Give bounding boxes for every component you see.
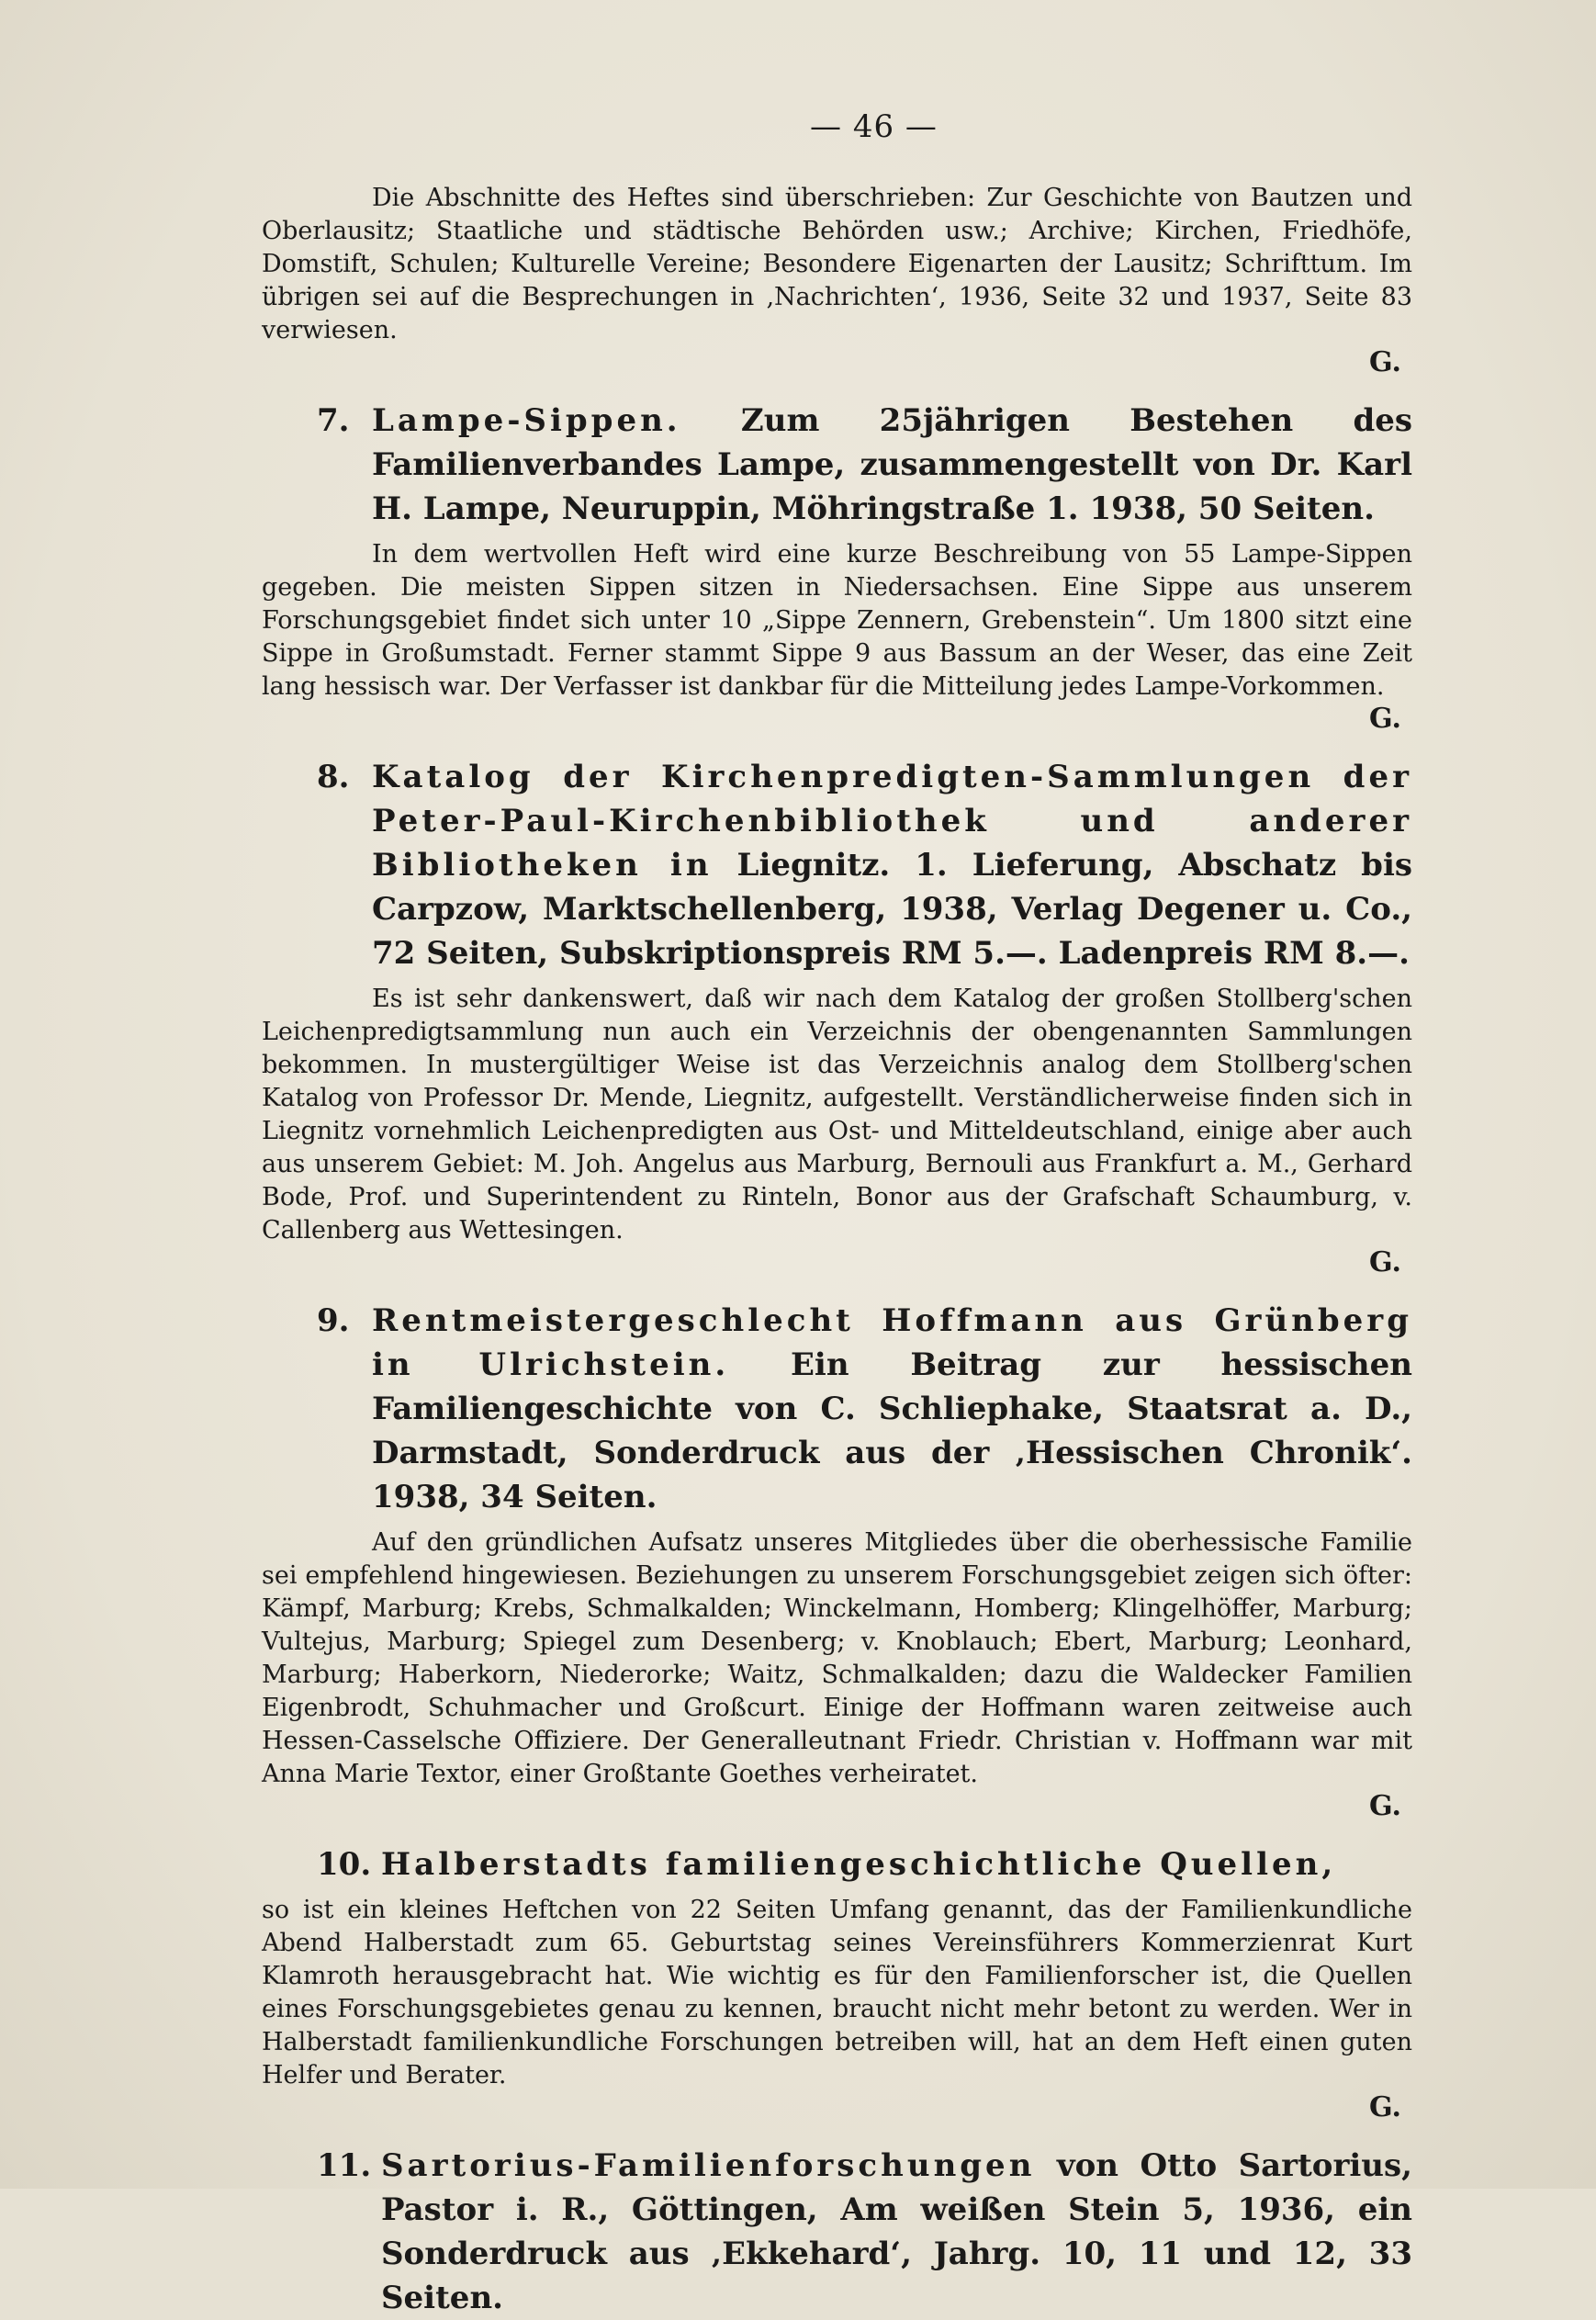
entry-11-title-spaced: Sartorius-Familienforschungen (381, 2147, 1036, 2184)
entry-7-signature: G. (1369, 703, 1401, 735)
entry-11-number: 11. (317, 2147, 372, 2184)
entry-7-heading (317, 399, 1412, 531)
entry-10-heading (317, 1842, 1412, 1886)
entry-10-number: 10. (317, 1846, 372, 1883)
entry-8-signature: G. (1369, 1246, 1401, 1278)
entry-7-title (372, 399, 1412, 531)
entry-7-body: In dem wertvollen Heft wird eine kurze Beschreibung von 55 Lampe-Sippen gegeben. Die meisten Sippen sitzen in Niedersachsen. Eine Sippe aus unserem Forschungsgebiet findet sich unter 10 „Sippe Zennern, Grebenstein“. Um 1800 sitzt eine Sippe in Großumstadt. Ferner stammt Sippe 9 aus Bassum an der Weser, das eine Zeit lang hessisch war. Der Verfasser ist dankbar für die Mitteilung jedes Lampe-Vorkommen. (262, 540, 1412, 701)
entry-8-body: Es ist sehr dankenswert, daß wir nach dem Katalog der großen Stollberg'schen Leichenpredigtsammlung nun auch ein Verzeichnis der obengenannten Sammlungen bekommen. In mustergültiger Weise ist das Verzeichnis analog dem Stollberg'schen Katalog von Professor Dr. Mende, Liegnitz, aufgestellt. Verständlicherweise finden sich in Liegnitz vornehmlich Leichenpredigten aus Ost- und Mitteldeutschland, einige aber auch aus unserem Gebiet: M. Joh. Angelus aus Marburg, Bernouli aus Frankfurt a. M., Gerhard Bode, Prof. und Superintendent zu Rinteln, Bonor aus der Grafschaft Schaumburg, v. Callenberg aus Wettesingen. (262, 985, 1412, 1244)
entry-10-title (381, 1842, 1412, 1886)
entry-9-heading (317, 1299, 1412, 1519)
entry-11-title (381, 2144, 1412, 2320)
entry-9-body: Auf den gründlichen Aufsatz unseres Mitgliedes über die oberhessische Familie sei empfehlend hingewiesen. Beziehungen zu unserem Forschungsgebiet zeigen sich öfter: Kämpf, Marburg; Krebs, Schmalkalden; Winckelmann, Homberg; Klingelhöffer, Marburg; Vultejus, Marburg; Spiegel zum Desenberg; v. Knoblauch; Ebert, Marburg; Leonhard, Marburg; Haberkorn, Niederorke; Waitz, Schmalkalden; dazu die Waldecker Familien Eigenbrodt, Schuhmacher und Großcurt. Einige der Hoffmann waren zeitweise auch Hessen-Casselsche Offiziere. Der Generalleutnant Friedr. Christian v. Hoffmann war mit Anna Marie Textor, einer Großtante Goethes verheiratet. (262, 1528, 1412, 1788)
entry-9-signature: G. (1369, 1790, 1401, 1822)
entry-10-title-spaced: Halberstadts familiengeschichtliche Quellen, (381, 1846, 1337, 1883)
entry-8-heading (317, 755, 1412, 975)
entry-10-signature: G. (1369, 2091, 1401, 2123)
entry-8-title-rest: Liegnitz. 1. Lieferung, Abschatz bis Carpzow, Marktschellenberg, 1938, Verlag Degener u. Co., 72 Seiten, Subskriptionspreis RM 5.—. Ladenpreis RM 8.—. (372, 847, 1412, 972)
entry-8-number: 8. (317, 759, 350, 795)
entry-9-title-rest: Ein Beitrag zur hessischen Familiengeschichte von C. Schliephake, Staatsrat a. D., Darmstadt, Sonderdruck aus der ‚Hessischen Chronik‘. 1938, 34 Seiten. (372, 1346, 1413, 1515)
entry-8-title (372, 755, 1412, 975)
entry-9-title (372, 1299, 1412, 1519)
entry-8-title-spaced: Katalog der Kirchenpredigten-Sammlungen der Peter-Paul-Kirchenbibliothek und anderer Bibliotheken in (372, 759, 1412, 884)
entry-10-body: so ist ein kleines Heftchen von 22 Seiten Umfang genannt, das der Familienkundliche Abend Halberstadt zum 65. Geburtstag seines Vereinsführers Kommerzienrat Kurt Klamroth herausgebracht hat. Wie wichtig es für den Familienforscher ist, die Quellen eines Forschungsgebietes genau zu kennen, braucht nicht mehr betont zu werden. Wer in Halberstadt familienkundliche Forschungen betreiben will, hat an dem Heft einen guten Helfer und Berater. (262, 1896, 1412, 2089)
entry-9-number: 9. (317, 1302, 350, 1339)
intro-signature: G. (1369, 346, 1401, 378)
entry-11-heading (317, 2144, 1412, 2320)
page-number: — 46 — (810, 108, 938, 145)
entry-7-title-rest: Zum 25jährigen Bestehen des Familienverbandes Lampe, zusammengestellt von Dr. Karl H. Lampe, Neuruppin, Möhringstraße 1. 1938, 50 Seiten. (372, 402, 1412, 527)
entry-11-title-rest: von Otto Sartorius, Pastor i. R., Göttingen, Am weißen Stein 5, 1936, ein Sonderdruck aus ‚Ekkehard‘, Jahrg. 10, 11 und 12, 33 Seiten. (381, 2147, 1412, 2316)
entry-7-number: 7. (317, 402, 350, 439)
entry-7-title-spaced: Lampe-Sippen. (372, 402, 681, 439)
intro-paragraph: Die Abschnitte des Heftes sind überschrieben: Zur Geschichte von Bautzen und Oberlausitz; Staatliche und städtische Behörden usw.; Archive; Kirchen, Friedhöfe, Domstift, Schulen; Kulturelle Vereine; Besondere Eigenarten der Lausitz; Schrifttum. Im übrigen sei auf die Besprechungen in ‚Nachrichten‘, 1936, Seite 32 und 1937, Seite 83 verwiesen. (262, 184, 1412, 344)
entry-9-title-spaced: Rentmeistergeschlecht Hoffmann aus Grünberg in Ulrichstein. (372, 1302, 1412, 1383)
